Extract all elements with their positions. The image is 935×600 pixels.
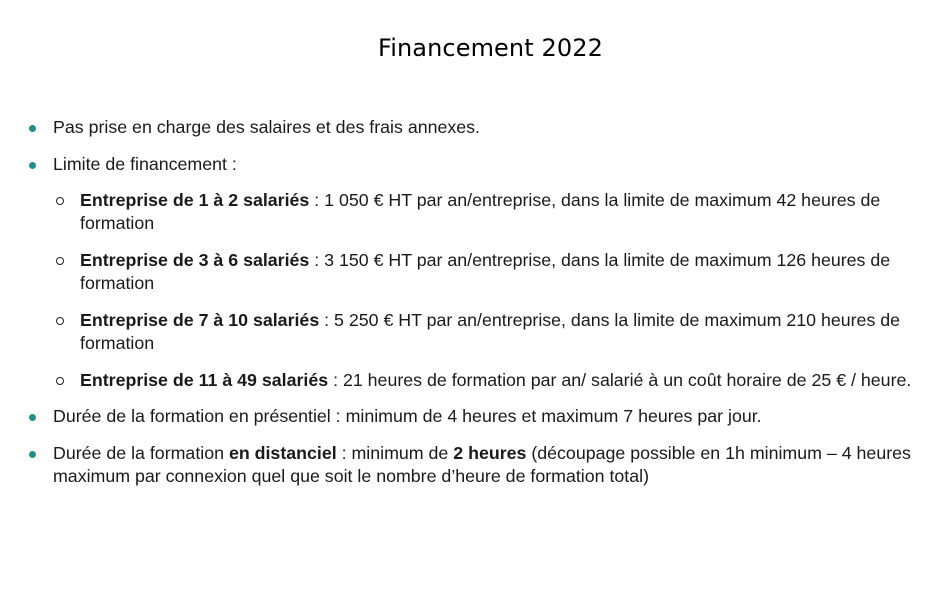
sub-item-text: : 3 150 € HT par an/entreprise, dans la limite de maximum 126 heures de formation <box>80 250 891 293</box>
bullet-text: (découpage possible en 1h minimum – 4 heures maximum par connexion quel que soit le nombre d’heure de formation total) <box>53 443 911 486</box>
sub-item-text: : 5 250 € HT par an/entreprise, dans la limite de maximum 210 heures de formation <box>80 310 901 353</box>
bullet-bold: 2 heures <box>453 443 527 463</box>
bullet-item <box>26 405 926 428</box>
sub-item-bold: Entreprise de 7 à 10 salariés <box>80 310 320 330</box>
slide-title: Financement 2022 <box>378 34 603 62</box>
sub-item-bold: Entreprise de 11 à 49 salariés <box>80 370 329 390</box>
bullet-text: Limite de financement : <box>53 154 237 174</box>
bullet-dot-icon <box>29 162 36 169</box>
sub-item <box>55 189 926 235</box>
bullet-list <box>26 116 926 502</box>
sub-item-text: : 21 heures de formation par an/ salarié à un coût horaire de 25 € / heure. <box>328 370 912 390</box>
bullet-item <box>26 153 926 392</box>
bullet-dot-icon <box>29 451 36 458</box>
sub-list <box>55 189 926 392</box>
bullet-text: : minimum de <box>336 443 454 463</box>
bullet-text: Durée de la formation en présentiel : minimum de 4 heures et maximum 7 heures par jour. <box>53 406 762 426</box>
sub-item-bold: Entreprise de 3 à 6 salariés <box>80 250 310 270</box>
circle-bullet-icon <box>56 197 64 205</box>
bullet-item <box>26 116 926 139</box>
circle-bullet-icon <box>56 377 64 385</box>
sub-item <box>55 249 926 295</box>
bullet-item <box>26 442 926 488</box>
circle-bullet-icon <box>56 257 64 265</box>
bullet-dot-icon <box>29 125 36 132</box>
bullet-text: Durée de la formation <box>53 443 229 463</box>
sub-item-bold: Entreprise de 1 à 2 salariés <box>80 190 310 210</box>
sub-item <box>55 369 926 392</box>
circle-bullet-icon <box>56 317 64 325</box>
bullet-text: Pas prise en charge des salaires et des frais annexes. <box>53 117 480 137</box>
sub-item <box>55 309 926 355</box>
bullet-bold: en distanciel <box>228 443 337 463</box>
sub-item-text: : 1 050 € HT par an/entreprise, dans la limite de maximum 42 heures de formation <box>80 190 881 233</box>
bullet-dot-icon <box>29 414 36 421</box>
